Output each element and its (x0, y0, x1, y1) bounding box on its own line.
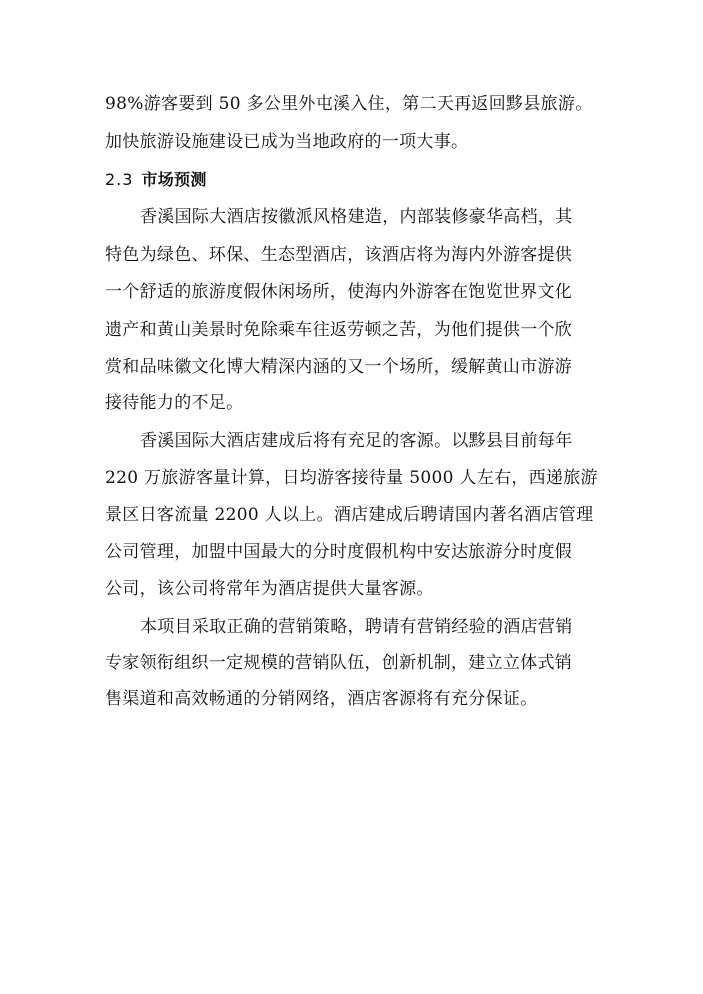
section-number: 2.3 (105, 170, 134, 189)
paragraph-1-line-2: 特色为绿色、环保、生态型酒店，该酒店将为海内外游客提供 (105, 245, 573, 265)
section-heading (105, 170, 207, 190)
paragraph-2-line-1: 香溪国际大酒店建成后将有充足的客源。以黟县目前每年 (140, 431, 573, 451)
paragraph-1-line-4: 遗产和黄山美景时免除乘车往返劳顿之苦，为他们提供一个欣 (105, 320, 573, 340)
paragraph-3-line-3: 售渠道和高效畅通的分销网络，酒店客源将有充分保证。 (105, 689, 538, 709)
continuation-line-1: 98%游客要到 50 多公里外屯溪入住，第二天再返回黟县旅游。 (105, 94, 593, 114)
paragraph-2-line-4: 公司管理，加盟中国最大的分时度假机构中安达旅游分时度假 (105, 542, 573, 562)
paragraph-1-line-6: 接待能力的不足。 (105, 393, 244, 413)
paragraph-2-line-5: 公司，该公司将常年为酒店提供大量客源。 (105, 579, 434, 599)
paragraph-3-line-1: 本项目采取正确的营销策略，聘请有营销经验的酒店营销 (140, 617, 573, 637)
paragraph-1-line-3: 一个舒适的旅游度假休闲场所，使海内外游客在饱览世界文化 (105, 282, 573, 302)
continuation-line-2: 加快旅游设施建设已成为当地政府的一项大事。 (105, 132, 469, 152)
paragraph-2-line-2: 220 万旅游客量计算，日均游客接待量 5000 人左右，西递旅游 (105, 468, 598, 488)
paragraph-1-line-5: 赏和品味徽文化博大精深内涵的又一个场所，缓解黄山市游游 (105, 357, 573, 377)
paragraph-3-line-2: 专家领衔组织一定规模的营销队伍，创新机制，建立立体式销 (105, 653, 573, 673)
paragraph-2-line-3: 景区日客流量 2200 人以上。酒店建成后聘请国内著名酒店管理 (105, 505, 594, 525)
paragraph-1-line-1: 香溪国际大酒店按徽派风格建造，内部装修豪华高档，其 (140, 207, 573, 227)
section-title: 市场预测 (141, 170, 207, 189)
